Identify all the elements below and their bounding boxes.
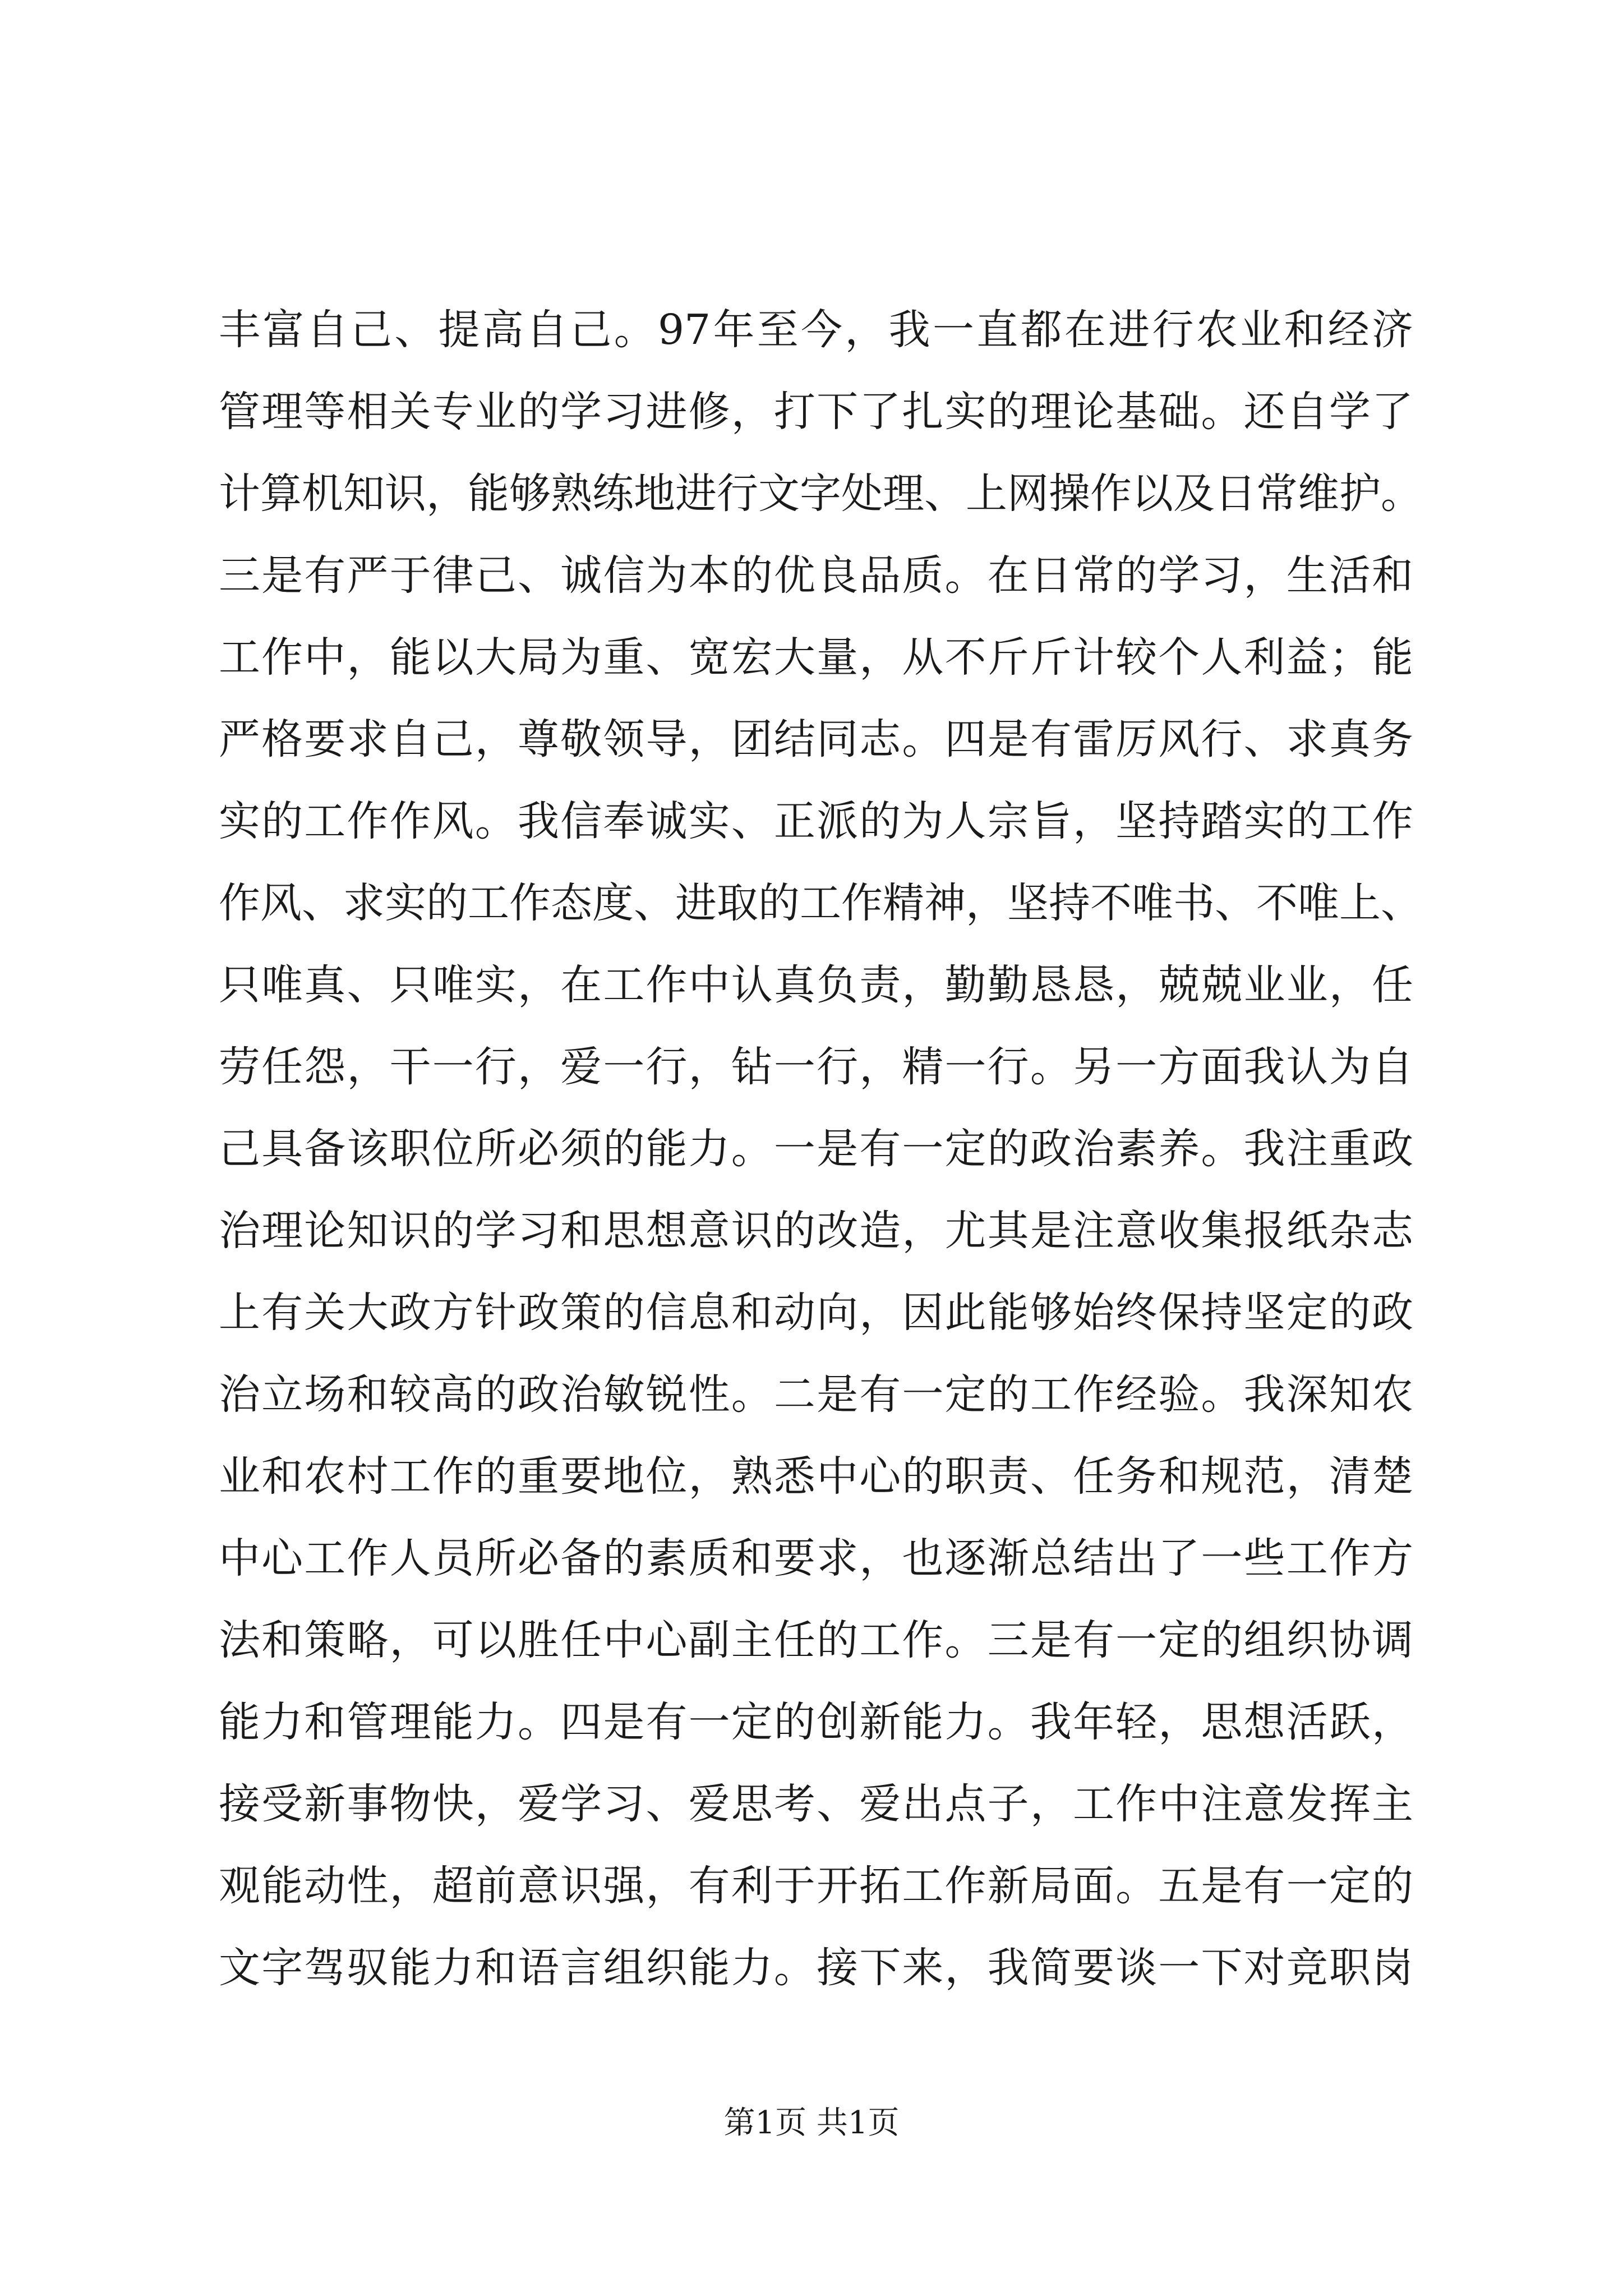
- text-line: 上有关大政方针政策的信息和动向，因此能够始终保持坚定的政: [219, 1289, 1413, 1337]
- text-line: 实的工作作风。我信奉诚实、正派的为人宗旨，坚持踏实的工作: [219, 797, 1413, 845]
- page-footer: [0, 2101, 1623, 2146]
- text-line: 作风、求实的工作态度、进取的工作精神，坚持不唯书、不唯上、: [219, 879, 1422, 927]
- text-line: 观能动性，超前意识强，有利于开拓工作新局面。五是有一定的: [219, 1862, 1413, 1910]
- text-line: 计算机知识，能够熟练地进行文字处理、上网操作以及日常维护。: [219, 470, 1422, 518]
- text-line: 治立场和较高的政治敏锐性。二是有一定的工作经验。我深知农: [219, 1370, 1413, 1419]
- text-line: 三是有严于律己、诚信为本的优良品质。在日常的学习，生活和: [219, 551, 1413, 600]
- page-number-label: 第1页 共1页: [723, 2105, 900, 2141]
- text-line: 法和策略，可以胜任中心副主任的工作。三是有一定的组织协调: [219, 1616, 1413, 1664]
- text-line: 己具备该职位所必须的能力。一是有一定的政治素养。我注重政: [219, 1125, 1413, 1173]
- text-line: 能力和管理能力。四是有一定的创新能力。我年轻，思想活跃，: [219, 1698, 1413, 1746]
- text-line: 业和农村工作的重要地位，熟悉中心的职责、任务和规范，清楚: [219, 1452, 1413, 1501]
- text-line: 劳任怨，干一行，爱一行，钻一行，精一行。另一方面我认为自: [219, 1043, 1413, 1091]
- body-text: [219, 289, 1422, 2009]
- text-line: 丰富自己、提高自己。97年至今，我一直都在进行农业和经济: [219, 306, 1413, 354]
- text-line: 治理论知识的学习和思想意识的改造，尤其是注意收集报纸杂志: [219, 1207, 1413, 1255]
- text-line: 管理等相关专业的学习进修，打下了扎实的理论基础。还自学了: [219, 388, 1413, 436]
- text-line: 中心工作人员所必备的素质和要求，也逐渐总结出了一些工作方: [219, 1534, 1413, 1582]
- text-line: 只唯真、只唯实，在工作中认真负责，勤勤恳恳，兢兢业业，任: [219, 961, 1413, 1009]
- text-line: 接受新事物快，爱学习、爱思考、爱出点子，工作中注意发挥主: [219, 1780, 1413, 1828]
- text-line: 文字驾驭能力和语言组织能力。接下来，我简要谈一下对竞职岗: [219, 1944, 1413, 1992]
- text-line: 严格要求自己，尊敬领导，团结同志。四是有雷厉风行、求真务: [219, 715, 1413, 763]
- text-line: 工作中，能以大局为重、宽宏大量，从不斤斤计较个人利益；能: [219, 633, 1413, 682]
